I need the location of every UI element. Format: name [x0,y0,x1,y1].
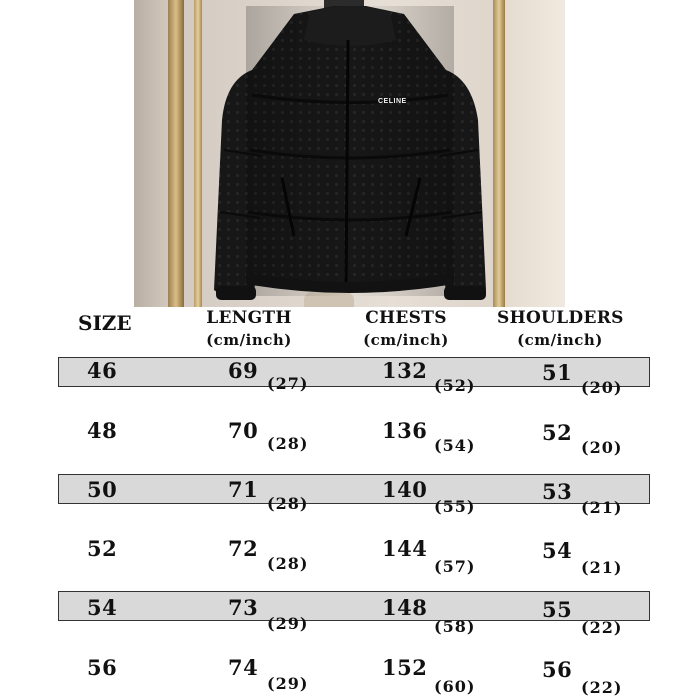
length-cm-value: 70 [228,418,259,443]
chest-cm-value: 140 [382,477,428,502]
header-chests-unit: (cm/inch) [363,331,449,349]
header-length [203,310,295,348]
length-inch-value: (28) [267,494,309,513]
header-shoulders-unit: (cm/inch) [517,331,603,349]
brand-label: CELINE [378,98,407,105]
size-value: 54 [87,595,118,620]
length-inch-value: (28) [267,434,309,453]
header-chests-label: CHESTS [365,308,447,328]
header-size-label: SIZE [78,311,132,335]
header-shoulders [497,310,623,348]
size-value: 52 [87,536,118,561]
length-cm-value: 71 [228,477,259,502]
shoulder-inch-value: (21) [581,558,623,577]
shoulder-inch-value: (22) [581,678,623,697]
puffer-jacket-image [134,0,565,307]
chest-cm-value: 152 [382,655,428,680]
shoulder-inch-value: (22) [581,618,623,637]
chest-cm-value: 148 [382,595,428,620]
shoulder-inch-value: (21) [581,498,623,517]
size-value: 48 [87,418,118,443]
shoulder-inch-value: (20) [581,378,623,397]
length-cm-value: 73 [228,595,259,620]
length-inch-value: (29) [267,674,309,693]
chest-inch-value: (52) [434,376,476,395]
shoulder-cm-value: 55 [542,597,573,622]
size-value: 50 [87,477,118,502]
length-cm-value: 69 [228,358,259,383]
shoulder-cm-value: 52 [542,420,573,445]
chest-cm-value: 136 [382,418,428,443]
chest-inch-value: (57) [434,557,476,576]
header-size [78,313,132,333]
chest-inch-value: (58) [434,617,476,636]
shoulder-inch-value: (20) [581,438,623,457]
chest-inch-value: (55) [434,497,476,516]
size-value: 46 [87,358,118,383]
length-inch-value: (28) [267,554,309,573]
size-value: 56 [87,655,118,680]
length-inch-value: (29) [267,614,309,633]
length-inch-value: (27) [267,374,309,393]
chest-inch-value: (60) [434,677,476,696]
shoulder-cm-value: 54 [542,538,573,563]
header-chests [362,310,450,348]
shoulder-cm-value: 53 [542,479,573,504]
header-length-unit: (cm/inch) [206,331,292,349]
header-length-label: LENGTH [206,308,292,328]
chest-cm-value: 144 [382,536,428,561]
shoulder-cm-value: 51 [542,360,573,385]
length-cm-value: 72 [228,536,259,561]
chest-inch-value: (54) [434,436,476,455]
chest-cm-value: 132 [382,358,428,383]
product-photo [134,0,565,307]
shoulder-cm-value: 56 [542,657,573,682]
header-shoulders-label: SHOULDERS [497,308,624,328]
length-cm-value: 74 [228,655,259,680]
